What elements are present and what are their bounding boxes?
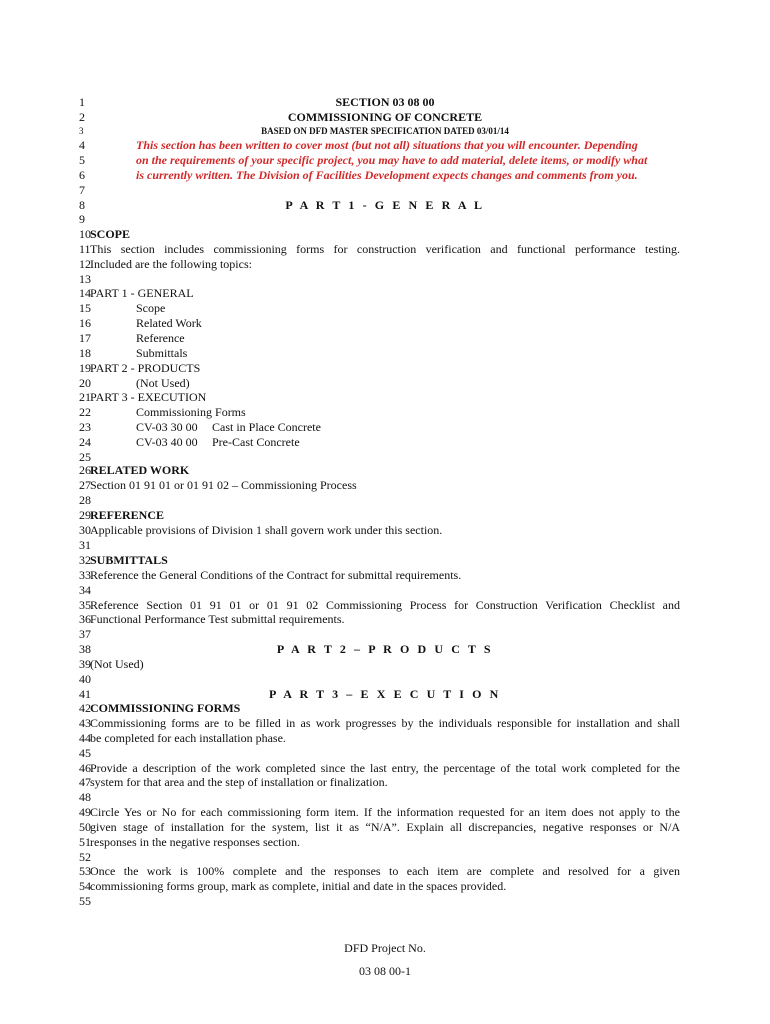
footer-page-number: 03 08 00-1	[359, 964, 411, 978]
line-number: 41	[79, 687, 91, 701]
section-title: SECTION 03 08 00	[335, 95, 435, 109]
line-number: 13	[79, 272, 91, 286]
line-number: 26	[79, 463, 91, 477]
line-number: 49	[79, 805, 91, 819]
scope-paragraph-line-1: This section includes commissioning forms for construction verification and functional performance testing.	[90, 242, 680, 256]
line-number: 23	[79, 420, 91, 434]
line-number: 2	[79, 110, 85, 124]
line-number: 22	[79, 405, 91, 419]
line-number: 32	[79, 553, 91, 567]
submittals-text-2a: Reference Section 01 91 01 or 01 91 02 Commissioning Process for Construction Verification Checklist and	[90, 598, 680, 612]
reference-text: Applicable provisions of Division 1 shall govern work under this section.	[90, 523, 443, 537]
related-work-heading: RELATED WORK	[90, 463, 190, 477]
toc-cv1-code: CV-03 30 00	[136, 420, 198, 434]
forms-paragraph-1b: be completed for each installation phase.	[90, 731, 286, 745]
line-number: 18	[79, 346, 91, 360]
toc-part-2: PART 2 - PRODUCTS	[90, 361, 201, 375]
line-number: 54	[79, 879, 91, 893]
line-number: 4	[79, 138, 85, 152]
line-number: 51	[79, 835, 91, 849]
line-number: 36	[79, 612, 91, 626]
toc-cv2-code: CV-03 40 00	[136, 435, 198, 449]
document-title: COMMISSIONING OF CONCRETE	[287, 110, 483, 124]
line-number: 24	[79, 435, 91, 449]
line-number: 47	[79, 775, 91, 789]
toc-commissioning-forms: Commissioning Forms	[136, 405, 246, 419]
toc-reference: Reference	[136, 331, 185, 345]
part-3-heading: P A R T 3 – E X E C U T I O N	[269, 687, 501, 701]
line-number: 5	[79, 153, 85, 167]
toc-not-used: (Not Used)	[136, 376, 190, 390]
line-number: 46	[79, 761, 91, 775]
forms-paragraph-2b: system for that area and the step of installation or finalization.	[90, 775, 388, 789]
line-number: 11	[79, 242, 91, 256]
line-number: 40	[79, 672, 91, 686]
line-number: 6	[79, 168, 85, 182]
line-number: 15	[79, 301, 91, 315]
toc-submittals: Submittals	[136, 346, 188, 360]
line-number: 48	[79, 790, 91, 804]
toc-part-1: PART 1 - GENERAL	[90, 286, 194, 300]
editor-note-line-1: This section has been written to cover most (but not all) situations that you will encounter. Depending	[136, 138, 638, 152]
toc-part-3: PART 3 - EXECUTION	[90, 390, 207, 404]
forms-paragraph-4b: commissioning forms group, mark as complete, initial and date in the spaces provided.	[90, 879, 507, 893]
reference-heading: REFERENCE	[90, 508, 165, 522]
forms-paragraph-3a: Circle Yes or No for each commissioning form item. If the information requested for an item does not apply to the	[90, 805, 680, 819]
line-number: 8	[79, 198, 85, 212]
editor-note-line-2: on the requirements of your specific project, you may have to add material, delete items, or modify what	[136, 153, 648, 167]
line-number: 21	[79, 390, 91, 404]
line-number: 45	[79, 746, 91, 760]
line-number: 29	[79, 508, 91, 522]
line-number: 37	[79, 627, 91, 641]
line-number: 39	[79, 657, 91, 671]
line-number: 43	[79, 716, 91, 730]
forms-paragraph-1a: Commissioning forms are to be filled in as work progresses by the individuals responsible for installation and shall	[90, 716, 680, 730]
toc-related-work: Related Work	[136, 316, 202, 330]
line-number: 30	[79, 523, 91, 537]
submittals-text-2b: Functional Performance Test submittal requirements.	[90, 612, 345, 626]
toc-cv1-name: Cast in Place Concrete	[212, 420, 321, 434]
line-number: 28	[79, 493, 91, 507]
toc-scope: Scope	[136, 301, 166, 315]
scope-heading: SCOPE	[90, 227, 131, 241]
line-number: 17	[79, 331, 91, 345]
line-number: 14	[79, 286, 91, 300]
line-number: 16	[79, 316, 91, 330]
related-work-text: Section 01 91 01 or 01 91 02 – Commissioning Process	[90, 478, 357, 492]
forms-paragraph-3c: responses in the negative responses section.	[90, 835, 300, 849]
line-number: 19	[79, 361, 91, 375]
part-2-text: (Not Used)	[90, 657, 144, 671]
part-1-heading: P A R T 1 - G E N E R A L	[285, 198, 485, 212]
submittals-text-1: Reference the General Conditions of the Contract for submittal requirements.	[90, 568, 462, 582]
line-number: 50	[79, 820, 91, 834]
line-number: 20	[79, 376, 91, 390]
line-number: 55	[79, 894, 91, 908]
part-2-heading: P A R T 2 – P R O D U C T S	[276, 642, 494, 656]
submittals-heading: SUBMITTALS	[90, 553, 168, 567]
line-number: 52	[79, 850, 91, 864]
forms-paragraph-2a: Provide a description of the work completed since the last entry, the percentage of the total work completed for the	[90, 761, 680, 775]
toc-cv2-name: Pre-Cast Concrete	[212, 435, 300, 449]
line-number: 31	[79, 538, 91, 552]
line-number: 7	[79, 183, 85, 197]
line-number: 10	[79, 227, 91, 241]
editor-note-line-3: is currently written. The Division of Facilities Development expects changes and comments from you.	[136, 168, 638, 182]
forms-paragraph-3b: given stage of installation for the system, list it as “N/A”. Explain all discrepancies, negative responses or N/A	[90, 820, 680, 834]
forms-paragraph-4a: Once the work is 100% complete and the responses to each item are complete and resolved for a given	[90, 864, 680, 878]
line-number: 1	[79, 95, 85, 109]
line-number: 25	[79, 450, 91, 464]
scope-paragraph-line-2: Included are the following topics:	[90, 257, 252, 271]
line-number: 53	[79, 864, 91, 878]
line-number: 44	[79, 731, 91, 745]
footer-project-label: DFD Project No.	[344, 941, 426, 955]
line-number: 9	[79, 212, 85, 226]
line-number: 33	[79, 568, 91, 582]
line-number: 34	[79, 583, 91, 597]
line-number: 38	[79, 642, 91, 656]
line-number: 12	[79, 257, 91, 271]
line-number: 27	[79, 478, 91, 492]
commissioning-forms-heading: COMMISSIONING FORMS	[90, 701, 241, 715]
line-number: 3	[79, 126, 84, 136]
line-number: 35	[79, 598, 91, 612]
based-on-note: BASED ON DFD MASTER SPECIFICATION DATED 03/01/14	[261, 126, 509, 136]
line-number: 42	[79, 701, 91, 715]
